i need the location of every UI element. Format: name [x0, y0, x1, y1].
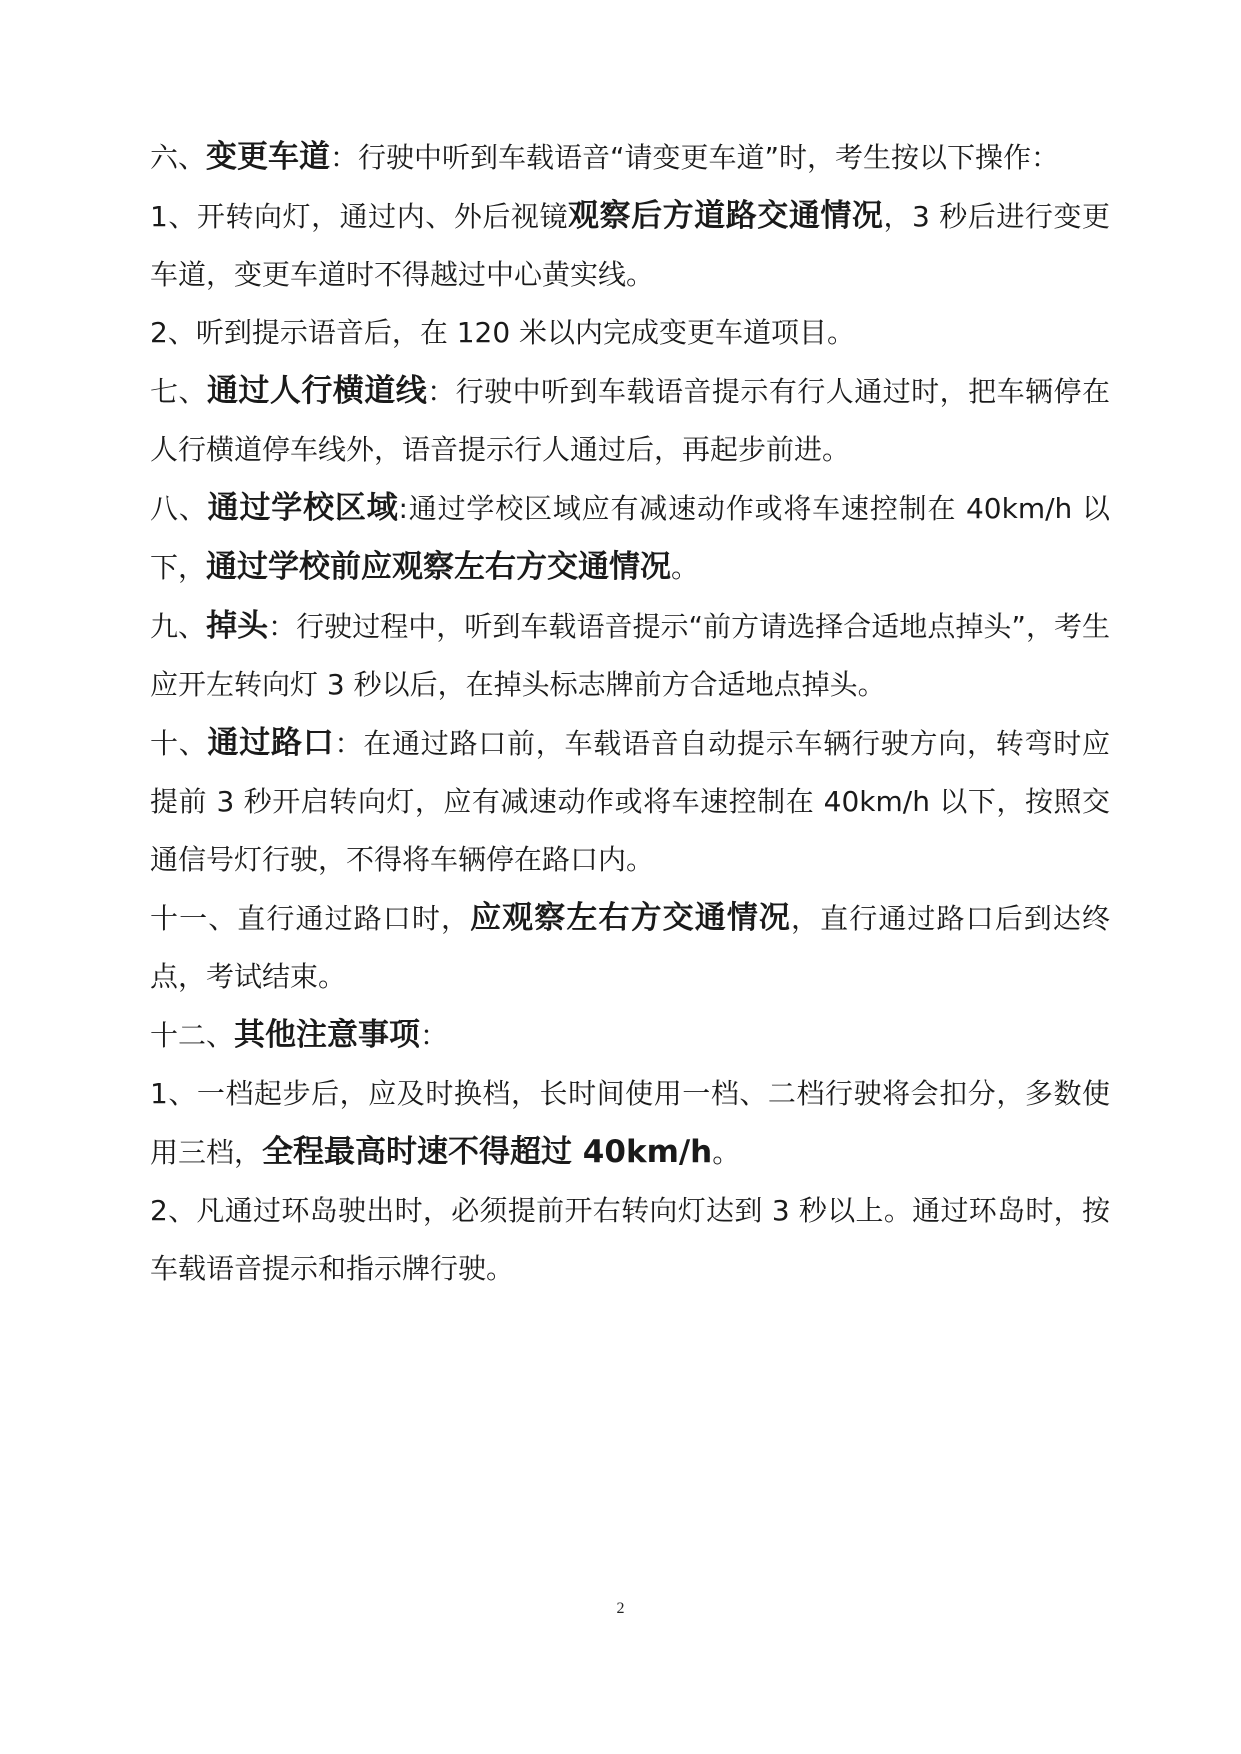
paragraph-notes-2 [150, 1182, 1110, 1298]
section-text: ： [420, 1019, 449, 1052]
section-heading: 通过人行横道线 [206, 373, 428, 409]
paragraph-text: 2、听到提示语音后，在 120 米以内完成变更车道项目。 [150, 316, 856, 349]
paragraph-lane-change-step-1 [150, 187, 1110, 304]
paragraph-intersection [150, 714, 1110, 889]
emphasis-text: 应观察左右方交通情况 [470, 900, 792, 936]
paragraph-crosswalk [150, 362, 1110, 479]
emphasis-text: 通过学校前应观察左右方交通情况 [206, 549, 672, 585]
section-heading: 通过路口 [207, 725, 335, 761]
section-heading: 变更车道 [206, 139, 331, 175]
paragraph-straight-through [150, 889, 1110, 1006]
page-number: 2 [616, 1600, 625, 1617]
section-number: 十、 [150, 727, 208, 760]
section-heading: 掉头 [206, 608, 269, 644]
section-number: 六、 [150, 141, 207, 174]
section-text: 。 [671, 551, 700, 584]
paragraph-notes-1 [150, 1065, 1110, 1182]
paragraph-text: 1、开转向灯，通过内、外后视镜 [150, 200, 568, 233]
section-text: :通过学校区域应有减速动作或将车速控制在 40km/h 以下， [150, 492, 1110, 584]
paragraph-text: 1、一档起步后，应及时换档，长时间使用一档、二档行驶将会扣分，多数使用三档， [150, 1077, 1110, 1169]
paragraph-text: 2、凡通过环岛驶出时，必须提前开右转向灯达到 3 秒以上。通过环岛时，按车载语音提示和指示牌行驶。 [150, 1194, 1110, 1285]
section-text: 十一、直行通过路口时， [150, 902, 471, 935]
section-text: ：行驶过程中，听到车载语音提示“前方请选择合适地点掉头”，考生应开左转向灯 3 秒以后，在掉头标志牌前方合适地点掉头。 [150, 610, 1110, 701]
section-number: 九、 [150, 610, 207, 643]
paragraph-other-notes-heading [150, 1006, 1110, 1065]
paragraph-text: 。 [712, 1136, 741, 1169]
section-number: 八、 [150, 492, 208, 525]
paragraph-school-zone [150, 479, 1110, 597]
paragraph-text: ，3 秒后进行变更车道，变更车道时不得越过中心黄实线。 [150, 200, 1110, 291]
emphasis-text: 观察后方道路交通情况 [568, 198, 884, 234]
paragraph-lane-change-step-2 [150, 304, 1110, 362]
paragraph-u-turn [150, 597, 1110, 714]
section-text: ：在通过路口前，车载语音自动提示车辆行驶方向，转弯时应提前 3 秒开启转向灯，应有减速动作或将车速控制在 40km/h 以下，按照交通信号灯行驶，不得将车辆停在路口内。 [150, 727, 1110, 876]
paragraph-lane-change [150, 128, 1110, 187]
section-number: 七、 [150, 375, 207, 408]
section-text: ：行驶中听到车载语音“请变更车道”时，考生按以下操作： [330, 141, 1060, 174]
section-text: ，直行通过路口后到达终点，考试结束。 [150, 902, 1110, 993]
emphasis-text: 全程最高时速不得超过 40km/h [262, 1134, 713, 1170]
section-text: ：行驶中听到车载语音提示有行人通过时，把车辆停在人行横道停车线外，语音提示行人通过后，再起步前进。 [150, 375, 1110, 466]
section-heading: 通过学校区域 [207, 490, 399, 526]
section-heading: 其他注意事项 [234, 1017, 421, 1053]
document-body [150, 128, 1110, 1298]
section-number: 十二、 [150, 1019, 235, 1052]
